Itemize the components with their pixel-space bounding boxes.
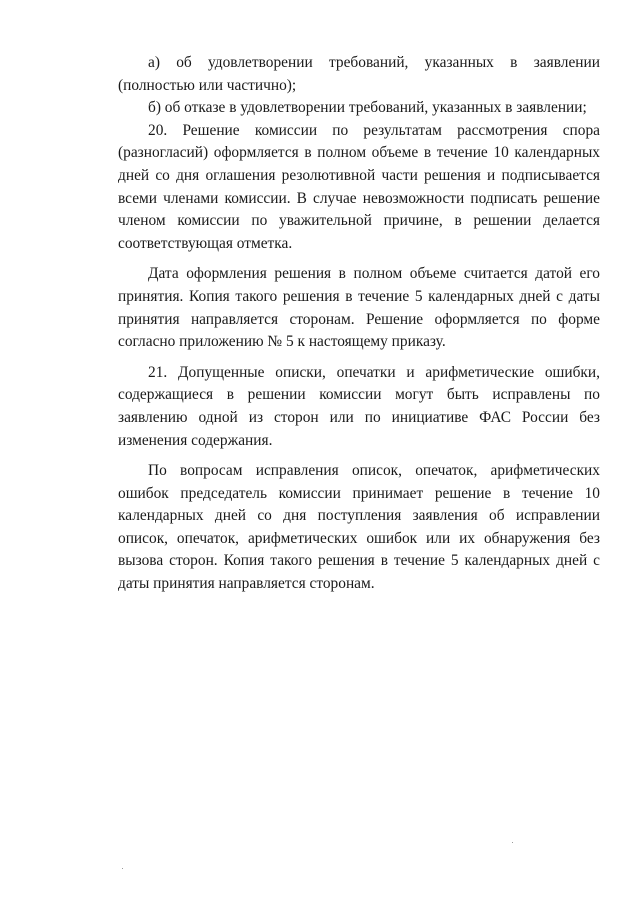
paragraph-clause-21: 21. Допущенные описки, опечатки и арифметические ошибки, содержащиеся в решении комиссии могут быть исправлены по заявлению одной из сторон или по инициативе ФАС России без изменения содержания. (118, 363, 600, 449)
paragraph-item-a: а) об удовлетворении требований, указанных в заявлении (полностью или частично); (118, 54, 600, 94)
scan-speck (122, 868, 123, 869)
paragraph-clause-20: 20. Решение комиссии по результатам рассмотрения спора (разногласий) оформляется в полном объеме в течение 10 календарных дней со дня оглашения резолютивной части решения и подписывается всеми членами комиссии. В случае невозможности подписать решение членом комиссии по уважительной причине, в решении делается соответствующая отметка. (118, 121, 600, 252)
document-body (118, 52, 600, 596)
scan-speck (512, 842, 513, 843)
paragraph-item-b: б) об отказе в удовлетворении требований, указанных в заявлении; (148, 99, 587, 117)
paragraph-decision-date: Дата оформления решения в полном объеме считается датой его принятия. Копия такого решения в течение 5 календарных дней с даты принятия направляется сторонам. Решение оформляется по форме согласно приложению № 5 к настоящему приказу. (118, 265, 600, 351)
paragraph-corrections: По вопросам исправления описок, опечаток, арифметических ошибок председатель комиссии принимает решение в течение 10 календарных дней со дня поступления заявления об исправлении описок, опечаток, арифметических ошибок или их обнаружения без вызова сторон. Копия такого решения в течение 5 календарных дней с даты принятия направляется сторонам. (118, 462, 600, 593)
